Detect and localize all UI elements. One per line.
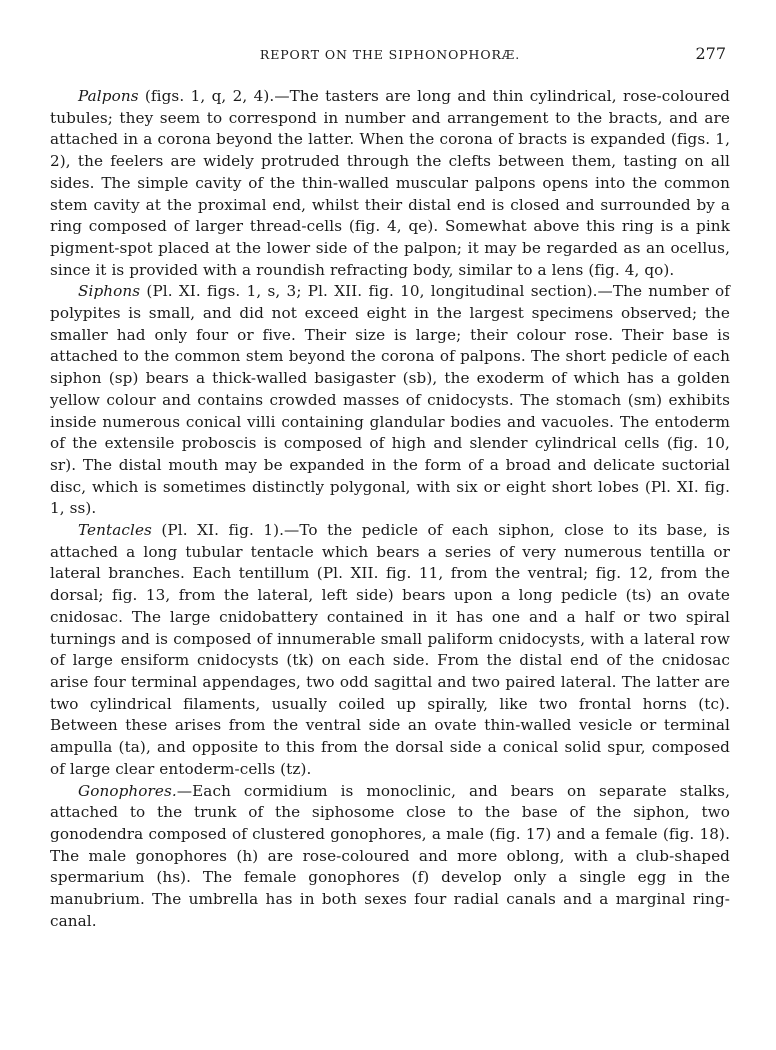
paragraph-text-gonophores: —Each cormidium is monoclinic, and bears on separate stalks, attached to the trunk of the siphosome close to the base of the siphon, two gonodendra composed of clustered gonophores, a male (fig. 17) and a female (fig. 18). The male gonophores (h) are rose-coloured and more oblong, with a club-shaped spermarium (hs). The female gonophores (f) develop only a single egg in the manubrium. The umbrella has in both sexes four radial canals and a marginal ring-canal. [50, 781, 730, 930]
paragraph-text-siphons: (Pl. XI. figs. 1, s, 3; Pl. XII. fig. 10, longitudinal section).—The number of polypites is small, and did not exceed eight in the largest specimens observed; the smaller had only four or five. Their size is large; their colour rose. Their base is attached to the common stem beyond the corona of palpons. The short pedicle of each siphon (sp) bears a thick-walled basigaster (sb), the exoderm of which has a golden yellow colour and contains crowded masses of cnidocysts. The stomach (sm) exhibits inside numerous conical villi containing glandular bodies and vacuoles. The entoderm of the extensile proboscis is composed of high and slender cylindrical cells (fig. 10, sr). The distal mouth may be expanded in the form of a broad and delicate suctorial disc, which is sometimes distinctly polygonal, with six or eight short lobes (Pl. XI. fig. 1, ss). [50, 282, 730, 518]
section-lead-tentacles: Tentacles [78, 521, 152, 540]
body-text [50, 86, 730, 932]
paragraph-siphons [50, 281, 730, 520]
section-lead-palpons: Palpons [78, 87, 139, 105]
paragraph-text-tentacles: (Pl. XI. fig. 1).—To the pedicle of each siphon, close to its base, is attached a long tubular tentacle which bears a series of very numerous tentilla or lateral branches. Each tentillum (Pl. XII. fig. 11, from the ventral; fig. 12, from the dorsal; fig. 13, from the lateral, left side) bears upon a long pedicle (ts) an ovate cnidosac. The large cnidobattery contained in it has one and a half or two spiral turnings and is composed of innumerable small paliform cnidocysts, with a lateral row of large ensiform cnidocysts (tk) on each side. From the distal end of the cnidosac arise four terminal appendages, two odd sagittal and two paired lateral. The latter are two cylindrical filaments, usually coiled up spirally, like two frontal horns (tc). Between these arises from the ventral side an ovate thin-walled vesicle or terminal ampulla (ta), and opposite to this from the dorsal side a conical solid spur, composed of large clear entoderm-cells (tz). [50, 521, 730, 778]
paragraph-text-palpons: (figs. 1, q, 2, 4).—The tasters are long and thin cylindrical, rose-coloured tubules; they seem to correspond in number and arrangement to the bracts, and are attached in a corona beyond the latter. When the corona of bracts is expanded (figs. 1, 2), the feelers are widely protruded through the clefts between them, tasting on all sides. The simple cavity of the thin-walled muscular palpons opens into the common stem cavity at the proximal end, whilst their distal end is closed and surrounded by a ring composed of larger thread-cells (fig. 4, qe). Somewhat above this ring is a pink pigment-spot placed at the lower side of the palpon; it may be regarded as an ocellus, since it is provided with a roundish refracting body, similar to a lens (fig. 4, qo). [50, 87, 730, 279]
paragraph-gonophores [50, 781, 730, 933]
paragraph-palpons [50, 86, 730, 281]
paragraph-tentacles [50, 520, 730, 780]
page-header [50, 44, 730, 68]
running-head: REPORT ON THE SIPHONOPHORÆ. [259, 47, 521, 62]
section-lead-siphons: Siphons [78, 282, 141, 301]
page-number: 277 [695, 44, 726, 63]
section-lead-gonophores: Gonophores. [78, 781, 177, 800]
